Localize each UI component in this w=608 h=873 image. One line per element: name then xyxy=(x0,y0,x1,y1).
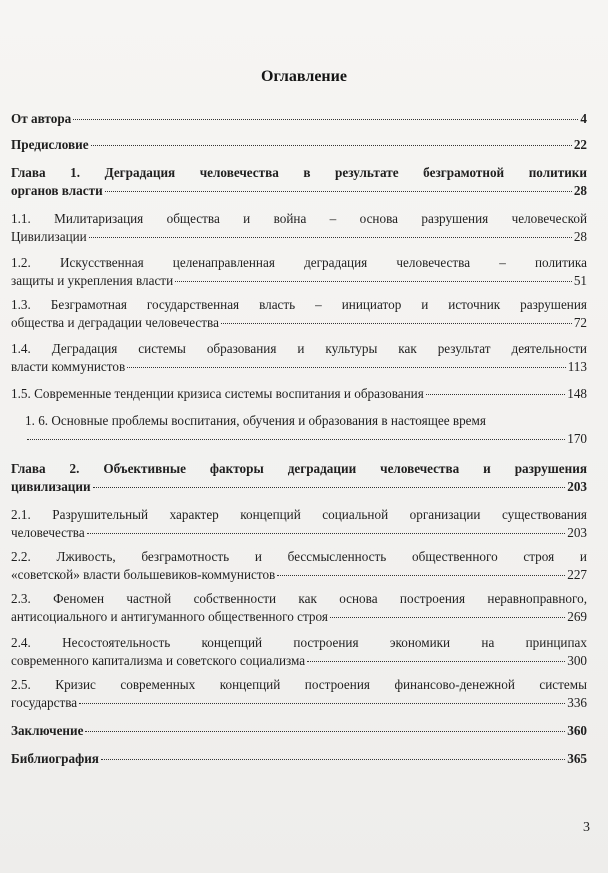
toc-entry-1-4[interactable] xyxy=(11,340,587,376)
toc-entry-text: Заключение xyxy=(11,723,84,738)
toc-entry-chapter-2[interactable] xyxy=(11,460,587,496)
toc-entry-text: органов власти xyxy=(11,183,103,198)
dot-leader xyxy=(79,703,565,704)
toc-entry-text: цивилизации xyxy=(11,479,91,494)
toc-entry-conclusion[interactable] xyxy=(11,722,587,740)
toc-entry-page: 72 xyxy=(573,315,587,330)
toc-entry-page: 28 xyxy=(573,229,587,244)
toc-entry-line1: 2.4. Несостоятельность концепций построения экономики на принципах xyxy=(11,635,587,650)
toc-entry-text: От автора xyxy=(11,111,72,126)
toc-entry-page: 28 xyxy=(573,183,587,198)
toc-entry-text: современного капитализма и советского социализма xyxy=(11,653,306,668)
dot-leader xyxy=(85,731,565,732)
toc-entry-line1: 2.1. Разрушительный характер концепций социальной организации существования xyxy=(11,507,587,522)
toc-entry-text: общества и деградации человечества xyxy=(11,315,219,330)
toc-entry-text: государства xyxy=(11,695,78,710)
toc-entry-page: 203 xyxy=(567,479,587,494)
dot-leader xyxy=(221,323,572,324)
dot-leader xyxy=(105,191,572,192)
toc-entry-2-3[interactable] xyxy=(11,590,587,626)
dot-leader xyxy=(93,487,566,488)
dot-leader xyxy=(73,119,578,120)
toc-entry-page: 148 xyxy=(567,386,587,401)
toc-entry-from-author[interactable] xyxy=(11,110,587,128)
dot-leader xyxy=(307,661,565,662)
toc-entry-1-6[interactable] xyxy=(11,412,587,448)
toc-entry-line1: 1.1. Милитаризация общества и война – основа разрушения человеческой xyxy=(11,211,587,226)
toc-entry-page: 300 xyxy=(567,653,587,668)
dot-leader xyxy=(277,575,565,576)
toc-entry-text: защиты и укрепления власти xyxy=(11,273,174,288)
toc-entry-text: 1.5. Современные тенденции кризиса системы воспитания и образования xyxy=(11,386,424,401)
toc-entry-text: Цивилизации xyxy=(11,229,87,244)
toc-entry-text: Предисловие xyxy=(11,137,89,152)
dot-leader xyxy=(127,367,566,368)
toc-entry-line1: 1.4. Деградация системы образования и культуры как результат деятельности xyxy=(11,341,587,356)
toc-entry-2-4[interactable] xyxy=(11,634,587,670)
toc-entry-text: власти коммунистов xyxy=(11,359,126,374)
toc-entry-page: 113 xyxy=(567,359,587,374)
toc-entry-bibliography[interactable] xyxy=(11,750,587,768)
toc-entry-page: 4 xyxy=(580,111,587,126)
toc-entry-chapter-1[interactable] xyxy=(11,164,587,200)
toc-title: Оглавление xyxy=(261,68,347,85)
toc-entry-page: 336 xyxy=(567,695,587,710)
page-number: 3 xyxy=(583,820,590,835)
dot-leader xyxy=(91,145,572,146)
toc-entry-line1: 2.5. Кризис современных концепций построения финансово-денежной системы xyxy=(11,677,587,692)
toc-entry-page: 22 xyxy=(573,137,587,152)
dot-leader xyxy=(101,759,565,760)
dot-leader xyxy=(27,439,565,440)
toc-entry-page: 365 xyxy=(567,751,587,766)
toc-entry-1-3[interactable] xyxy=(11,296,587,332)
toc-entry-line1: 1.2. Искусственная целенаправленная деградация человечества – политика xyxy=(11,255,587,270)
toc-entry-page: 170 xyxy=(567,431,587,446)
toc-entry-page: 51 xyxy=(573,273,587,288)
toc-entry-line1: Глава 1. Деградация человечества в результате безграмотной политики xyxy=(11,165,587,180)
toc-entry-line1: 2.3. Феномен частной собственности как основа построения неравноправного, xyxy=(11,591,587,606)
toc-entry-line1: 2.2. Лживость, безграмотность и бессмысленность общественного строя и xyxy=(11,549,587,564)
toc-entry-text: «советской» власти большевиков-коммунистов xyxy=(11,567,276,582)
dot-leader xyxy=(87,533,566,534)
toc-entry-text: человечества xyxy=(11,525,85,540)
toc-entry-page: 269 xyxy=(567,609,587,624)
toc-entry-text: Библиография xyxy=(11,751,99,766)
toc-entry-line1: 1.3. Безграмотная государственная власть – инициатор и источник разрушения xyxy=(11,297,587,312)
toc-entry-page: 360 xyxy=(567,723,587,738)
toc-entry-2-5[interactable] xyxy=(11,676,587,712)
toc-entry-text: антисоциального и антигуманного общественного строя xyxy=(11,609,328,624)
toc-entry-1-1[interactable] xyxy=(11,210,587,246)
toc-entry-page: 227 xyxy=(567,567,587,582)
dot-leader xyxy=(426,394,565,395)
toc-entry-line1: Глава 2. Объективные факторы деградации человечества и разрушения xyxy=(11,461,587,476)
toc-entry-2-1[interactable] xyxy=(11,506,587,542)
toc-entry-1-5[interactable] xyxy=(11,385,587,403)
toc-entry-2-2[interactable] xyxy=(11,548,587,584)
toc-entry-1-2[interactable] xyxy=(11,254,587,290)
toc-entry-line1: 1. 6. Основные проблемы воспитания, обучения и образования в настоящее время xyxy=(25,413,486,428)
toc-entry-preface[interactable] xyxy=(11,136,587,154)
dot-leader xyxy=(330,617,565,618)
toc-entry-page: 203 xyxy=(567,525,587,540)
dot-leader xyxy=(175,281,572,282)
dot-leader xyxy=(89,237,572,238)
